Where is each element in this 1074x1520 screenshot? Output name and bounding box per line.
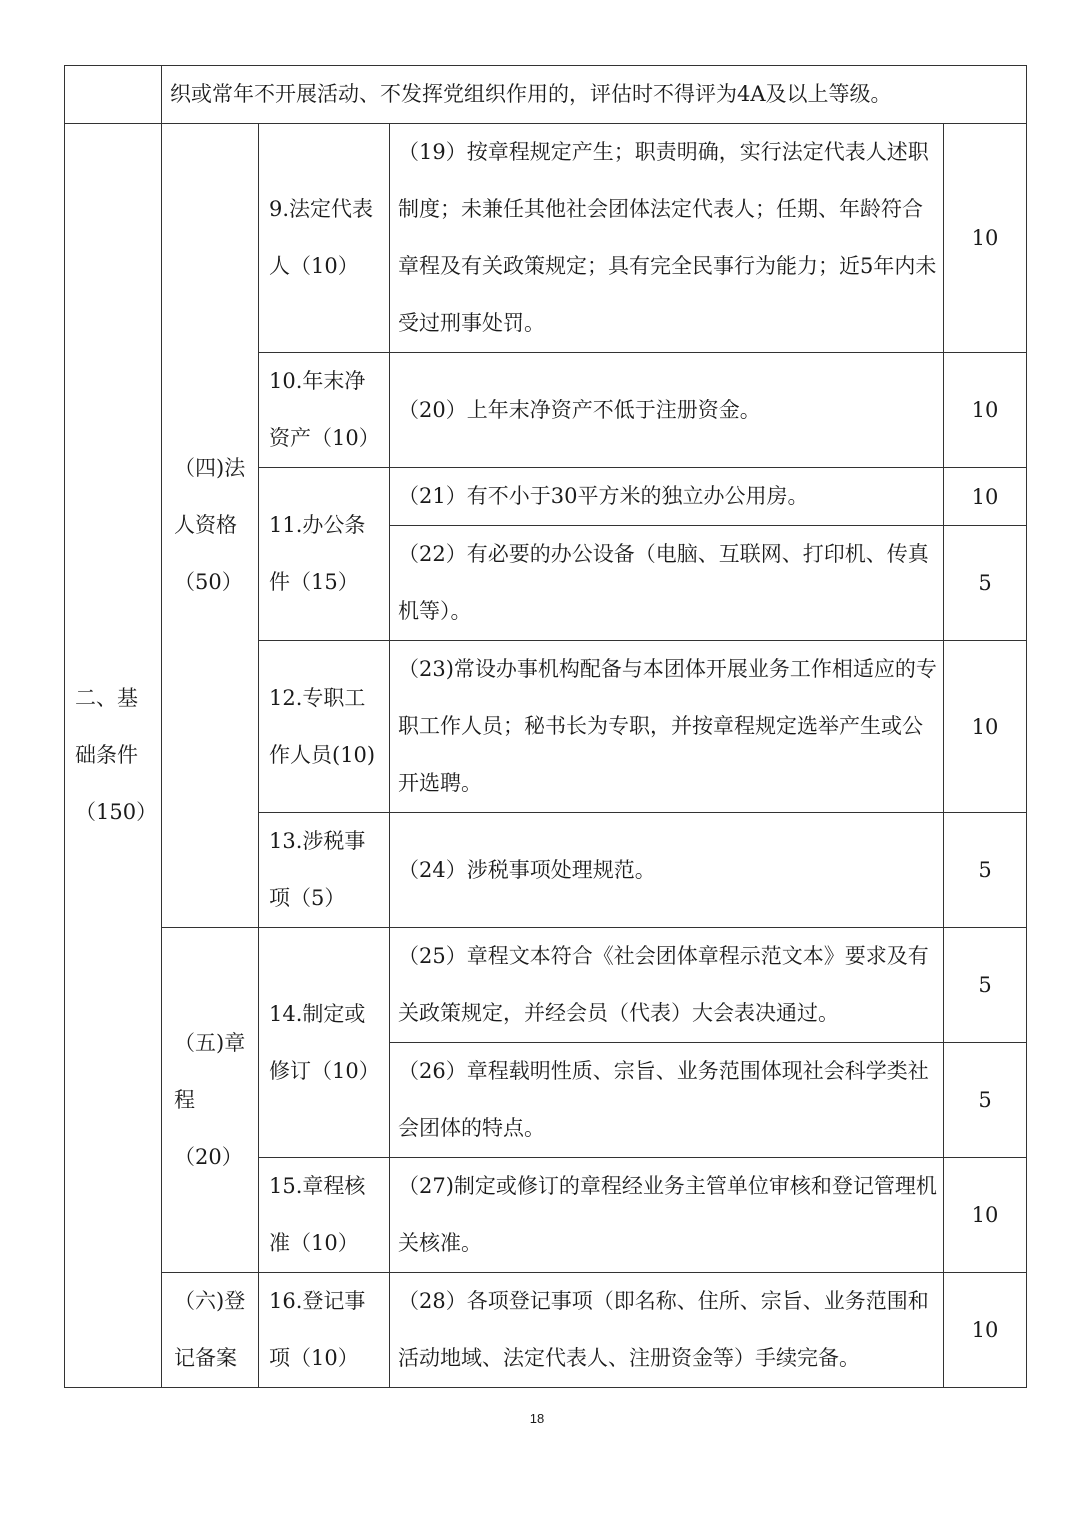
score-cell: 10: [944, 468, 1027, 526]
item-cell: 15.章程核准（10）: [259, 1158, 390, 1273]
criterion-cell: （28）各项登记事项（即名称、住所、宗旨、业务范围和活动地域、法定代表人、注册资金等）手续完备。: [390, 1273, 944, 1388]
item-cell: 11.办公条件（15）: [259, 468, 390, 641]
criterion-cell: （21）有不小于30平方米的独立办公用房。: [390, 468, 944, 526]
continuation-text: 织或常年不开展活动、不发挥党组织作用的，评估时不得评为4A及以上等级。: [162, 66, 1027, 124]
item-cell: 14.制定或修订（10）: [259, 928, 390, 1158]
subcategory-cell: （五)章程（20）: [162, 928, 259, 1273]
item-cell: 10.年末净资产（10）: [259, 353, 390, 468]
score-cell: 5: [944, 526, 1027, 641]
score-cell: 10: [944, 1158, 1027, 1273]
criterion-cell: （19）按章程规定产生；职责明确，实行法定代表人述职制度；未兼任其他社会团体法定代表人；任期、年龄符合章程及有关政策规定；具有完全民事行为能力；近5年内未受过刑事处罚。: [390, 124, 944, 353]
criterion-cell: （25）章程文本符合《社会团体章程示范文本》要求及有关政策规定，并经会员（代表）大会表决通过。: [390, 928, 944, 1043]
score-cell: 10: [944, 641, 1027, 813]
score-cell: 10: [944, 1273, 1027, 1388]
score-cell: 10: [944, 353, 1027, 468]
subcategory-cell: （六)登记备案: [162, 1273, 259, 1388]
score-cell: 5: [944, 928, 1027, 1043]
score-cell: 5: [944, 1043, 1027, 1158]
empty-cell: [65, 66, 162, 124]
evaluation-table: [64, 65, 1027, 1388]
criterion-cell: （26）章程载明性质、宗旨、业务范围体现社会科学类社会团体的特点。: [390, 1043, 944, 1158]
criterion-cell: （27)制定或修订的章程经业务主管单位审核和登记管理机关核准。: [390, 1158, 944, 1273]
criterion-cell: （24）涉税事项处理规范。: [390, 813, 944, 928]
criterion-cell: （23)常设办事机构配备与本团体开展业务工作相适应的专职工作人员；秘书长为专职，并按章程规定选举产生或公开选聘。: [390, 641, 944, 813]
item-cell: 12.专职工作人员(10): [259, 641, 390, 813]
subcategory-cell: （四)法人资格（50）: [162, 124, 259, 928]
item-cell: 13.涉税事项（5）: [259, 813, 390, 928]
page-number: 18: [529, 1411, 545, 1426]
item-cell: 9.法定代表人（10）: [259, 124, 390, 353]
criterion-cell: （20）上年末净资产不低于注册资金。: [390, 353, 944, 468]
score-cell: 5: [944, 813, 1027, 928]
item-cell: 16.登记事项（10）: [259, 1273, 390, 1388]
category-cell: 二、基础条件（150）: [65, 124, 162, 1388]
criterion-cell: （22）有必要的办公设备（电脑、互联网、打印机、传真机等）。: [390, 526, 944, 641]
score-cell: 10: [944, 124, 1027, 353]
